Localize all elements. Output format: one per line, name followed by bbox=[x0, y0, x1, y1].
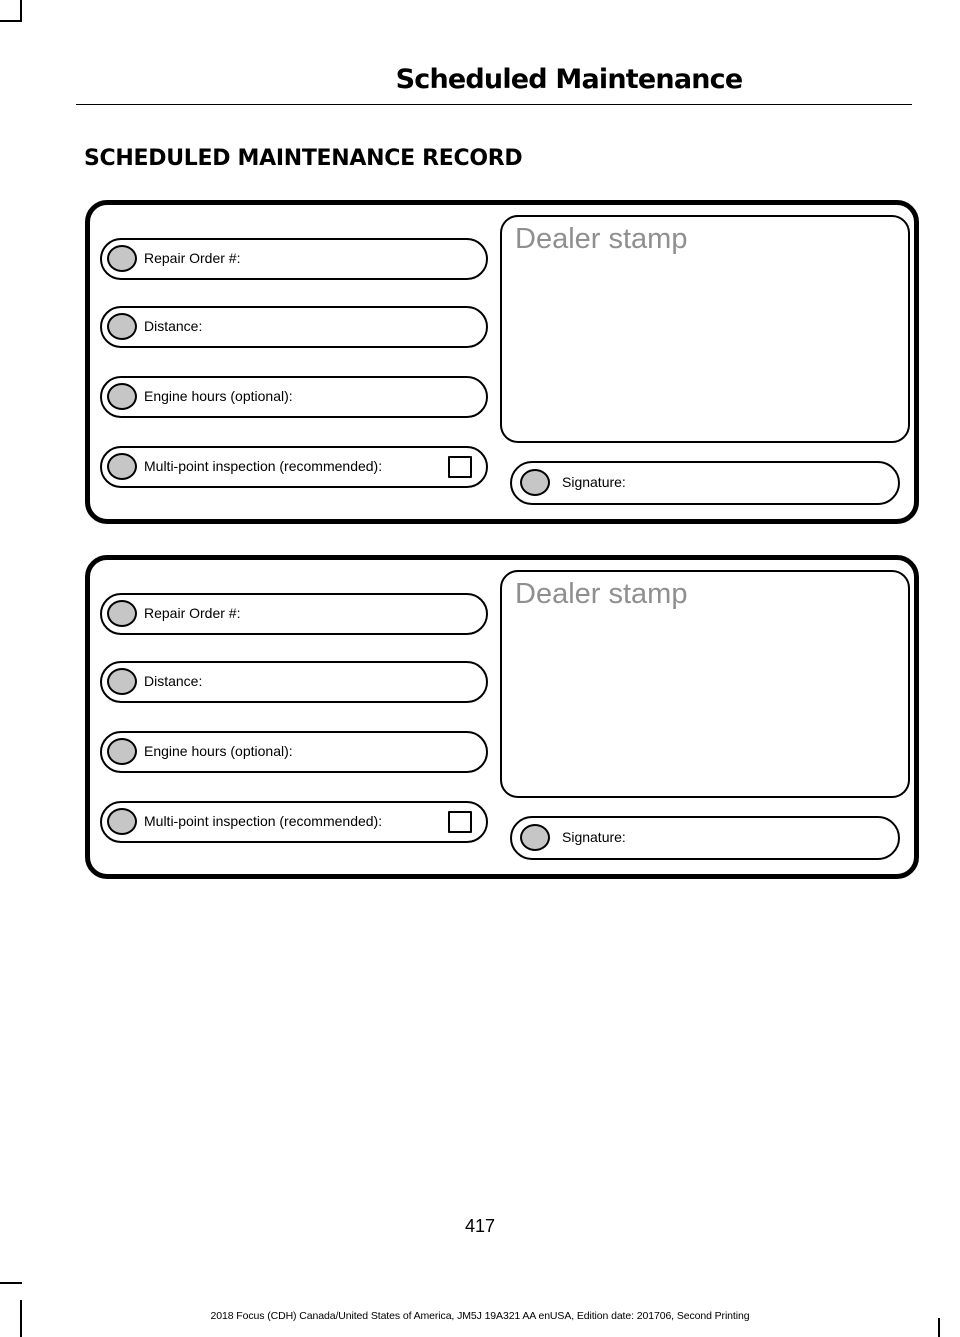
circle-marker-icon bbox=[107, 245, 137, 272]
circle-marker-icon bbox=[520, 469, 550, 496]
engine-hours-field[interactable] bbox=[100, 731, 488, 773]
repair-order-field[interactable] bbox=[100, 593, 488, 635]
circle-marker-icon bbox=[107, 383, 137, 410]
section-title: SCHEDULED MAINTENANCE RECORD bbox=[84, 146, 523, 171]
crop-mark bbox=[0, 20, 22, 22]
circle-marker-icon bbox=[107, 600, 137, 627]
circle-marker-icon bbox=[107, 808, 137, 835]
distance-label: Distance: bbox=[144, 318, 203, 334]
crop-mark bbox=[0, 1282, 22, 1284]
repair-order-label: Repair Order #: bbox=[144, 250, 241, 266]
footer-text: 2018 Focus (CDH) Canada/United States of America, JM5J 19A321 AA enUSA, Edition date: 201706, Second Printing bbox=[210, 1310, 750, 1322]
dealer-stamp-box bbox=[500, 570, 910, 798]
page-title: Scheduled Maintenance bbox=[395, 64, 743, 95]
engine-hours-label: Engine hours (optional): bbox=[144, 743, 293, 759]
distance-field[interactable] bbox=[100, 661, 488, 703]
signature-field[interactable] bbox=[510, 816, 900, 860]
inspection-field bbox=[100, 801, 488, 843]
distance-field[interactable] bbox=[100, 306, 488, 348]
circle-marker-icon bbox=[520, 824, 550, 851]
maintenance-record bbox=[85, 200, 919, 524]
repair-order-field[interactable] bbox=[100, 238, 488, 280]
signature-label: Signature: bbox=[562, 829, 626, 845]
page-header bbox=[76, 58, 912, 105]
engine-hours-label: Engine hours (optional): bbox=[144, 388, 293, 404]
page-number: 417 bbox=[464, 1216, 496, 1236]
signature-field[interactable] bbox=[510, 461, 900, 505]
signature-label: Signature: bbox=[562, 474, 626, 490]
distance-label: Distance: bbox=[144, 673, 203, 689]
inspection-checkbox[interactable] bbox=[448, 811, 472, 833]
circle-marker-icon bbox=[107, 453, 137, 480]
circle-marker-icon bbox=[107, 313, 137, 340]
circle-marker-icon bbox=[107, 738, 137, 765]
engine-hours-field[interactable] bbox=[100, 376, 488, 418]
maintenance-record bbox=[85, 555, 919, 879]
repair-order-label: Repair Order #: bbox=[144, 605, 241, 621]
circle-marker-icon bbox=[107, 668, 137, 695]
dealer-stamp-label: Dealer stamp bbox=[515, 578, 688, 610]
inspection-label: Multi-point inspection (recommended): bbox=[144, 458, 383, 474]
inspection-field bbox=[100, 446, 488, 488]
inspection-label: Multi-point inspection (recommended): bbox=[144, 813, 383, 829]
dealer-stamp-label: Dealer stamp bbox=[515, 223, 688, 255]
dealer-stamp-box bbox=[500, 215, 910, 443]
inspection-checkbox[interactable] bbox=[448, 456, 472, 478]
crop-mark bbox=[20, 0, 22, 22]
